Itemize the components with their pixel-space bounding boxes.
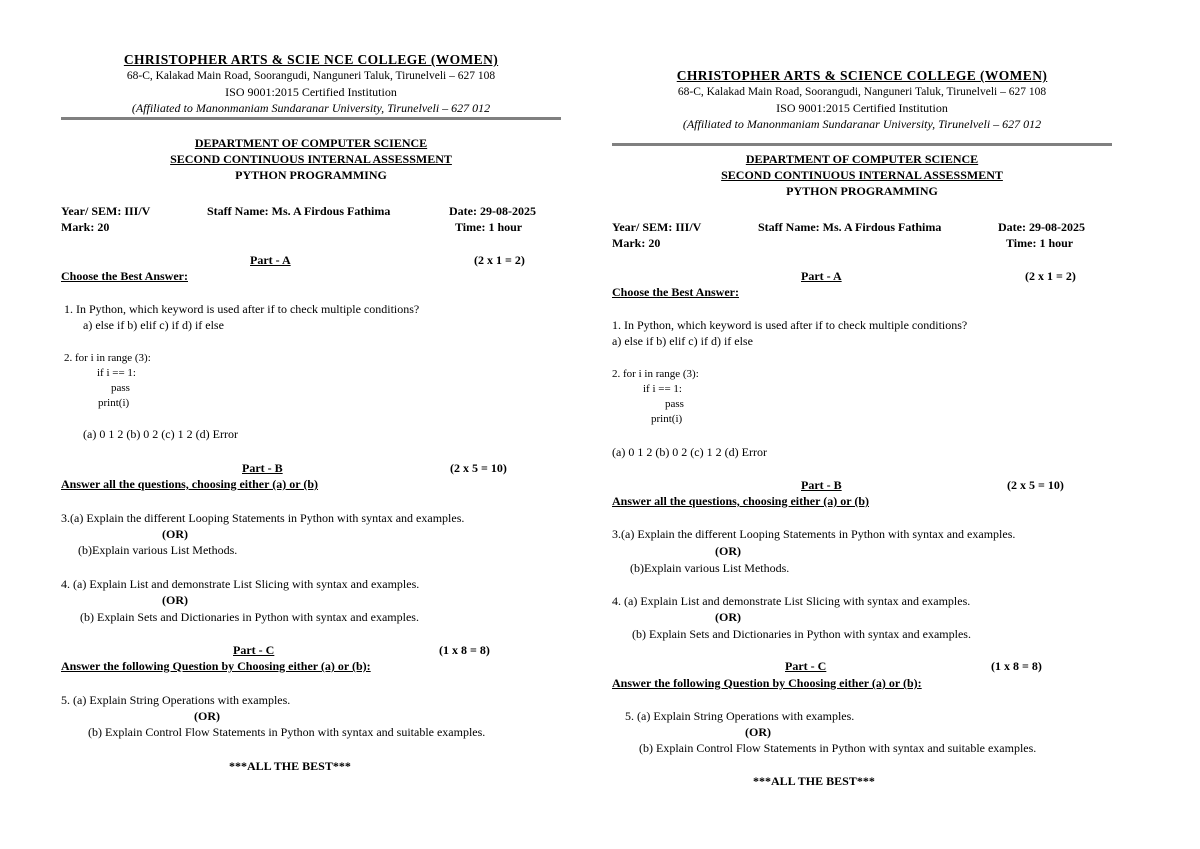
question-2-code-line-2: if i == 1: (97, 367, 136, 379)
header-divider (612, 143, 1112, 146)
part-b-heading: Part - B (242, 461, 283, 475)
subject-title: PYTHON PROGRAMMING (786, 184, 938, 198)
college-name: CHRISTOPHER ARTS & SCIE NCE COLLEGE (WOMEN) (123, 52, 499, 67)
part-a-heading: Part - A (801, 269, 842, 283)
or-separator-3: (OR) (715, 544, 741, 558)
closing-note: ***ALL THE BEST*** (753, 774, 875, 788)
question-4a: 4. (a) Explain List and demonstrate List Slicing with syntax and examples. (612, 594, 971, 608)
part-c-instruction: Answer the following Question by Choosing either (a) or (b): (612, 676, 922, 690)
college-address: 68-C, Kalakad Main Road, Soorangudi, Nanguneri Taluk, Tirunelveli – 627 108 (126, 70, 496, 82)
max-marks: Mark: 20 (612, 236, 661, 250)
question-5a: 5. (a) Explain String Operations with examples. (625, 709, 855, 723)
question-5a: 5. (a) Explain String Operations with examples. (61, 693, 291, 707)
part-a-instruction: Choose the Best Answer: (612, 285, 739, 299)
question-4b: (b) Explain Sets and Dictionaries in Python with syntax and examples. (80, 610, 419, 624)
part-a-marks: (2 x 1 = 2) (1025, 269, 1076, 283)
question-2-code-line-3: pass (665, 398, 684, 410)
year-semester: Year/ SEM: III/V (61, 204, 151, 218)
question-3a: 3.(a) Explain the different Looping Statements in Python with syntax and examples. (61, 511, 465, 525)
question-3b: (b)Explain various List Methods. (78, 543, 238, 557)
part-a-heading: Part - A (250, 253, 291, 267)
question-1-options: a) else if b) elif c) if d) if else (83, 318, 224, 332)
year-semester: Year/ SEM: III/V (612, 220, 702, 234)
question-1: 1. In Python, which keyword is used after if to check multiple conditions? (64, 302, 420, 316)
question-1-options: a) else if b) elif c) if d) if else (612, 334, 753, 348)
or-separator-5: (OR) (745, 725, 771, 739)
part-c-heading: Part - C (785, 659, 827, 673)
header-divider (61, 117, 561, 120)
part-a-marks: (2 x 1 = 2) (474, 253, 525, 267)
university-affiliation: (Affiliated to Manonmaniam Sundaranar University, Tirunelveli – 627 012 (682, 117, 1042, 131)
part-c-instruction: Answer the following Question by Choosing either (a) or (b): (61, 659, 371, 673)
exam-duration: Time: 1 hour (1006, 236, 1074, 250)
department-title: DEPARTMENT OF COMPUTER SCIENCE (745, 152, 979, 166)
part-b-instruction: Answer all the questions, choosing either (a) or (b) (61, 477, 319, 491)
exam-date: Date: 29-08-2025 (998, 220, 1085, 234)
exam-date: Date: 29-08-2025 (449, 204, 536, 218)
question-2-code-line-4: print(i) (651, 413, 683, 425)
closing-note: ***ALL THE BEST*** (229, 759, 351, 773)
question-2-options: (a) 0 1 2 (b) 0 2 (c) 1 2 (d) Error (612, 445, 767, 459)
part-c-marks: (1 x 8 = 8) (991, 659, 1042, 673)
question-2-code-line-2: if i == 1: (643, 383, 682, 395)
max-marks: Mark: 20 (61, 220, 110, 234)
part-a-instruction: Choose the Best Answer: (61, 269, 188, 283)
department-title: DEPARTMENT OF COMPUTER SCIENCE (194, 136, 428, 150)
question-4b: (b) Explain Sets and Dictionaries in Python with syntax and examples. (632, 627, 971, 641)
college-address: 68-C, Kalakad Main Road, Soorangudi, Nanguneri Taluk, Tirunelveli – 627 108 (677, 86, 1047, 98)
question-1: 1. In Python, which keyword is used after if to check multiple conditions? (612, 318, 968, 332)
part-b-heading: Part - B (801, 478, 842, 492)
question-3b: (b)Explain various List Methods. (630, 561, 790, 575)
or-separator-4: (OR) (715, 610, 741, 624)
part-c-marks: (1 x 8 = 8) (439, 643, 490, 657)
question-3a: 3.(a) Explain the different Looping Statements in Python with syntax and examples. (612, 527, 1016, 541)
question-5b: (b) Explain Control Flow Statements in Python with syntax and suitable examples. (88, 725, 486, 739)
college-name: CHRISTOPHER ARTS & SCIENCE COLLEGE (WOMEN) (676, 68, 1048, 83)
iso-certification: ISO 9001:2015 Certified Institution (225, 85, 397, 99)
or-separator-4: (OR) (162, 593, 188, 607)
or-separator-3: (OR) (162, 527, 188, 541)
staff-name: Staff Name: Ms. A Firdous Fathima (207, 204, 391, 218)
part-b-instruction: Answer all the questions, choosing either (a) or (b) (612, 494, 870, 508)
part-c-heading: Part - C (233, 643, 275, 657)
assessment-title: SECOND CONTINUOUS INTERNAL ASSESSMENT (170, 152, 452, 166)
question-2-code-line-1: 2. for i in range (3): (64, 352, 151, 364)
assessment-title: SECOND CONTINUOUS INTERNAL ASSESSMENT (721, 168, 1003, 182)
question-2-code-line-1: 2. for i in range (3): (612, 368, 699, 380)
question-5b: (b) Explain Control Flow Statements in Python with syntax and suitable examples. (639, 741, 1037, 755)
iso-certification: ISO 9001:2015 Certified Institution (776, 101, 948, 115)
question-2-code-line-3: pass (111, 382, 130, 394)
staff-name: Staff Name: Ms. A Firdous Fathima (758, 220, 942, 234)
or-separator-5: (OR) (194, 709, 220, 723)
question-4a: 4. (a) Explain List and demonstrate List Slicing with syntax and examples. (61, 577, 420, 591)
question-2-code-line-4: print(i) (98, 397, 130, 409)
part-b-marks: (2 x 5 = 10) (450, 461, 507, 475)
university-affiliation: (Affiliated to Manonmaniam Sundaranar University, Tirunelveli – 627 012 (131, 101, 491, 115)
exam-duration: Time: 1 hour (455, 220, 523, 234)
question-2-options: (a) 0 1 2 (b) 0 2 (c) 1 2 (d) Error (83, 427, 238, 441)
part-b-marks: (2 x 5 = 10) (1007, 478, 1064, 492)
subject-title: PYTHON PROGRAMMING (235, 168, 387, 182)
